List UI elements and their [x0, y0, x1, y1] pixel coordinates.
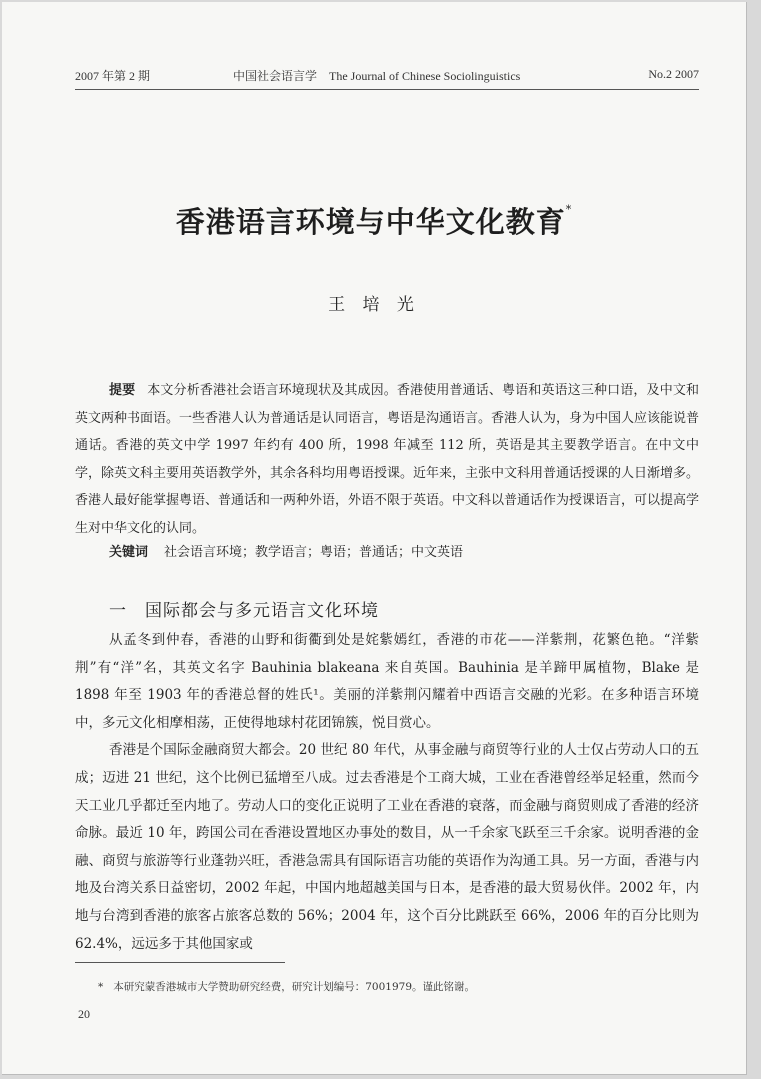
footnote-text: 本研究蒙香港城市大学赞助研究经费，研究计划编号：7001979。谨此铭谢。: [113, 981, 476, 993]
footnote: [98, 979, 475, 994]
paper-page: [2, 2, 747, 1075]
abstract-text: 本文分析香港社会语言环境现状及其成因。香港使用普通话、粤语和英语这三种口语，及中文和英文两种书面语。一些香港人认为普通话是认同语言，粤语是沟通语言。香港人认为，身为中国人应该能说普通话。香港的英文中学 1997 年约有 400 所，1998 年减至 112 所，英语是其主要教学语言。在中文中学，除英文科主要用英语教学外，其余各科均用粤语授课。近年来，主张中文科用普通话授课的人日渐增多。香港人最好能掌握粤语、普通话和一两种外语，外语不限于英语。中文科以普通话作为授课语言，可以提高学生对中华文化的认同。: [75, 383, 700, 536]
author-name: 王 培 光: [328, 295, 420, 315]
section-title: 国际都会与多元语言文化环境: [145, 601, 379, 621]
issue-left: 2007 年第 2 期: [75, 69, 151, 83]
abstract: [75, 376, 699, 542]
keywords-text: 社会语言环境；教学语言；粤语；普通话；中文英语: [164, 545, 464, 560]
title-text: 香港语言环境与中华文化教育: [175, 205, 566, 239]
journal-name: 中国社会语言学 The Journal of Chinese Sociolinguistics: [233, 69, 521, 83]
footnote-rule: [75, 962, 285, 963]
footnote-mark: *: [98, 981, 104, 993]
section-heading: [109, 596, 379, 621]
keywords: [109, 541, 463, 560]
keywords-label: 关键词: [109, 544, 149, 559]
section-number: 一: [109, 601, 127, 621]
article-title: [2, 200, 746, 241]
paragraph: 从孟冬到仲春，香港的山野和街衢到处是姹紫嫣红，香港的市花——洋紫荆，花繁色艳。“洋紫荆”有“洋”名，其英文名字 Bauhinia blakeana 来自英国。Bauhinia 是羊蹄甲属植物，Blake 是 1898 年至 1903 年的香港总督的姓氏¹。美丽的洋紫荆闪耀着中西语言交融的光彩。在多种语言环境中，多元文化相摩相荡，正使得地球村花团锦簇，悦目赏心。: [75, 632, 699, 731]
abstract-label: 提要: [109, 382, 136, 397]
running-header: [75, 65, 699, 85]
paragraph: 香港是个国际金融商贸大都会。20 世纪 80 年代，从事金融与商贸等行业的人士仅占劳动人口的五成；迈进 21 世纪，这个比例已猛增至八成。过去香港是个工商大城，工业在香港曾经举足轻重，然而今天工业几乎都迁至内地了。劳动人口的变化正说明了工业在香港的衰落，而金融与商贸则成了香港的经济命脉。最近 10 年，跨国公司在香港设置地区办事处的数目，从一千余家飞跃至三千余家。说明香港的金融、商贸与旅游等行业蓬勃兴旺，香港急需具有国际语言功能的英语作为沟通工具。另一方面，香港与内地及台湾关系日益密切，2002 年起，中国内地超越美国与日本，是香港的最大贸易伙伴。2002 年，内地与台湾到香港的旅客占旅客总数的 56%；2004 年，这个百分比跳跃至 66%，2006 年的百分比则为 62.4%，远远多于其他国家或: [75, 742, 699, 952]
body-text: [75, 627, 699, 958]
page-number: 20: [78, 1007, 90, 1021]
title-footnote-mark: *: [565, 203, 573, 217]
issue-right: No.2 2007: [648, 67, 699, 81]
header-rule: [75, 89, 699, 90]
